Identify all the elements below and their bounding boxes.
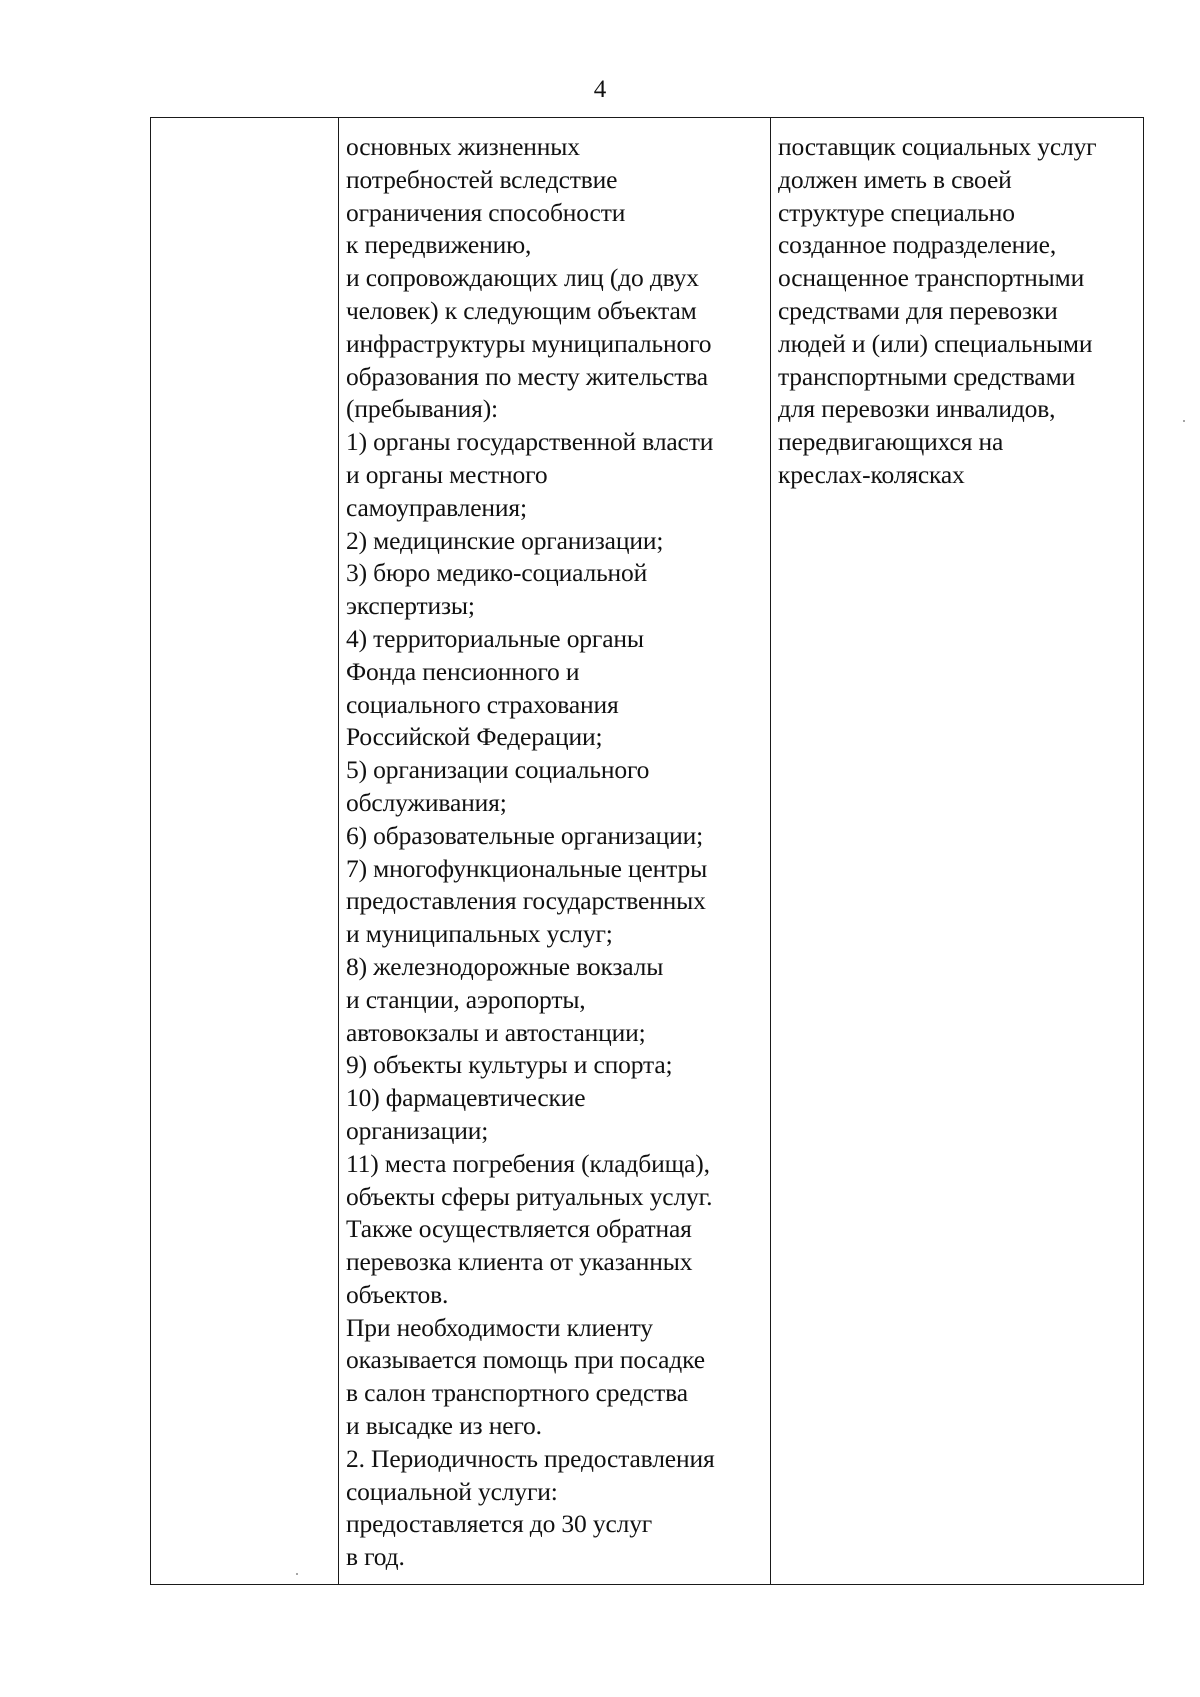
text-line: ограничения способности: [346, 197, 626, 227]
text-line: 1) органы государственной власти: [346, 427, 714, 457]
text-line: 7) многофункциональные центры: [346, 853, 708, 883]
text-line: Российской Федерации;: [346, 722, 603, 752]
text-line: и высадке из него.: [346, 1411, 542, 1441]
text-line: самоуправления;: [346, 492, 527, 522]
text-line: транспортными средствами: [778, 361, 1076, 391]
text-line: оказывается помощь при посадке: [346, 1345, 705, 1375]
scan-speck: [1183, 420, 1185, 422]
text-line: объектов.: [346, 1279, 449, 1309]
text-line: для перевозки инвалидов,: [778, 394, 1056, 424]
text-line: обслуживания;: [346, 787, 507, 817]
column-divider: [770, 118, 771, 1584]
text-line: Также осуществляется обратная: [346, 1214, 692, 1244]
text-line: 2) медицинские организации;: [346, 525, 664, 555]
text-line: в год.: [346, 1542, 405, 1572]
text-line: и органы местного: [346, 459, 548, 489]
text-line: 2. Периодичность предоставления: [346, 1443, 715, 1473]
document-table: [150, 117, 1144, 1585]
text-line: средствами для перевозки: [778, 295, 1058, 325]
text-line: При необходимости клиенту: [346, 1312, 653, 1342]
text-line: экспертизы;: [346, 591, 475, 621]
text-line: структуре специально: [778, 197, 1015, 227]
provider-requirements-cell: [778, 131, 1096, 492]
text-line: 6) образовательные организации;: [346, 820, 704, 850]
text-line: людей и (или) специальными: [778, 328, 1093, 358]
text-line: автовокзалы и автостанции;: [346, 1017, 646, 1047]
text-line: и станции, аэропорты,: [346, 984, 586, 1014]
text-line: объекты сферы ритуальных услуг.: [346, 1181, 713, 1211]
text-line: созданное подразделение,: [778, 230, 1057, 260]
text-line: и муниципальных услуг;: [346, 919, 613, 949]
text-line: 9) объекты культуры и спорта;: [346, 1050, 673, 1080]
text-line: 3) бюро медико-социальной: [346, 558, 648, 588]
text-line: образования по месту жительства: [346, 361, 708, 391]
text-line: инфраструктуры муниципального: [346, 328, 712, 358]
text-line: оснащенное транспортными: [778, 263, 1085, 293]
text-line: в салон транспортного средства: [346, 1378, 688, 1408]
column-divider: [338, 118, 339, 1584]
text-line: человек) к следующим объектам: [346, 295, 697, 325]
text-line: предоставления государственных: [346, 886, 706, 916]
page-number: 4: [593, 76, 607, 103]
text-line: 8) железнодорожные вокзалы: [346, 951, 664, 981]
text-line: 11) места погребения (кладбища),: [346, 1148, 710, 1178]
text-line: поставщик социальных услуг: [778, 132, 1097, 161]
text-line: социальной услуги:: [346, 1476, 558, 1506]
text-line: организации;: [346, 1115, 489, 1145]
text-line: 5) организации социального: [346, 755, 650, 785]
text-line: креслах-колясках: [778, 459, 965, 489]
text-line: перевозка клиента от указанных: [346, 1247, 693, 1277]
scan-speck: [296, 1573, 298, 1575]
text-line: к передвижению,: [346, 230, 532, 260]
text-line: социального страхования: [346, 689, 619, 719]
text-line: Фонда пенсионного и: [346, 656, 580, 686]
text-line: 4) территориальные органы: [346, 623, 644, 653]
text-line: основных жизненных: [346, 132, 580, 161]
text-line: передвигающихся на: [778, 427, 1004, 457]
text-line: 10) фармацевтические: [346, 1083, 586, 1113]
service-description-cell: [346, 131, 715, 1574]
text-line: потребностей вследствие: [346, 164, 618, 194]
text-line: предоставляется до 30 услуг: [346, 1509, 653, 1539]
text-line: должен иметь в своей: [778, 164, 1012, 194]
text-line: (пребывания):: [346, 394, 498, 424]
text-line: и сопровождающих лиц (до двух: [346, 263, 699, 293]
